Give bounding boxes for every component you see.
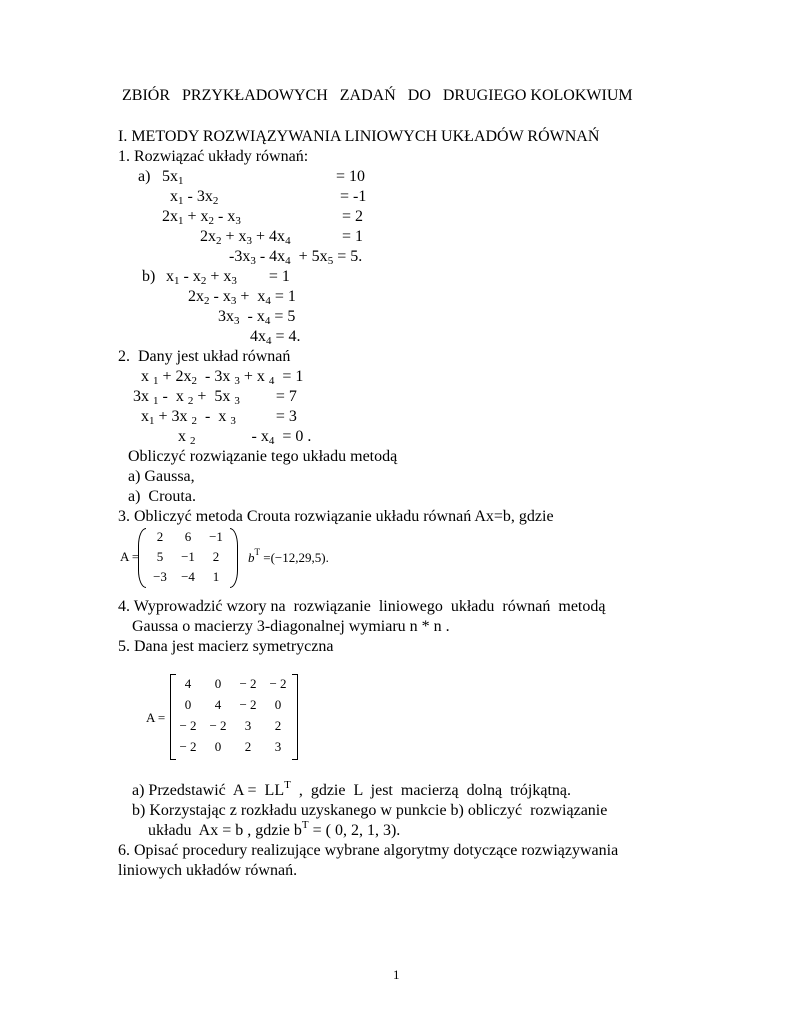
matrix-cell: 0: [214, 739, 222, 754]
matrix-cell: 4: [214, 697, 222, 712]
problem-2-option-a: a) Gaussa,: [128, 468, 195, 485]
equation: $-3x_3 - 4x_4 + 5x_5 = 5$.: [229, 248, 363, 267]
matrix-cell: 0: [274, 697, 282, 712]
part-b-text: układu Ax = b , gdzie b: [148, 822, 302, 839]
equation: 3x $_1$ - x $_2$ + 5x $_3$ = 7: [133, 388, 297, 407]
equation: x $_1 + 2x_2 - 3x$ $_3$ + x $_4$ = 1: [141, 368, 304, 387]
problem-5-part-a: a) Przedstawić $A = LL^T$ , gdzie L jest macierzą dolną trójkątną.: [132, 779, 572, 799]
matrix-cell: − 2: [269, 676, 287, 691]
matrix-cell: −1: [209, 529, 223, 544]
matrix-cell: 6: [184, 529, 192, 544]
equation: $4x_4 = 4$.: [250, 328, 301, 347]
equation: $2x_2 + x_3 + 4x_4$: [200, 228, 291, 247]
matrix-cell: 2: [244, 739, 252, 754]
equation: $x_1 + 3x$ $_2$ - x $_3$ = 3: [141, 408, 297, 427]
matrix-a-label: A =: [146, 710, 166, 725]
matrix-cell: −1: [181, 549, 195, 564]
matrix-cell: 0: [214, 676, 222, 691]
matrix-cell: − 2: [239, 676, 257, 691]
matrix-cell: −4: [181, 569, 195, 584]
part-a-text-end: , gdzie L jest macierzą dolną trójkątną.: [290, 782, 572, 799]
problem-3-heading: 3. Obliczyć metoda Crouta rozwiązanie układu równań Ax=b, gdzie: [118, 508, 554, 525]
matrix-cell: 2: [156, 529, 164, 544]
matrix-left-paren: [138, 528, 146, 588]
document-title: ZBIÓR PRZYKŁADOWYCH ZADAŃ DO DRUGIEGO KOLOKWIUM: [122, 87, 633, 104]
equation: $5x_1$: [162, 168, 184, 187]
matrix-a-4x4: [170, 674, 300, 760]
matrix-right-bracket: [292, 674, 298, 760]
problem-2-text: Obliczyć rozwiązanie tego układu metodą: [128, 448, 398, 465]
page-number: 1: [393, 967, 400, 982]
problem-4-line1: 4. Wyprowadzić wzory na rozwiązanie liniowego układu równań metodą: [118, 598, 606, 615]
problem-4-line2: Gaussa o macierzy 3-diagonalnej wymiaru n * n .: [132, 618, 450, 635]
matrix-cell: 2: [274, 718, 282, 733]
problem-2-heading: 2. Dany jest układ równań: [118, 348, 291, 365]
equation-rhs: = -1: [340, 188, 367, 205]
problem-5-heading: 5. Dana jest macierz symetryczna: [118, 638, 334, 655]
equation: $x_1 - x_2 + x_3$ = 1: [166, 268, 290, 287]
equation: $3x_3 - x_4 = 5$: [218, 308, 296, 327]
problem-5-part-b-line1: b) Korzystając z rozkładu uzyskanego w punkcie b) obliczyć rozwiązanie: [132, 802, 608, 819]
matrix-cell: 2: [212, 549, 220, 564]
equation: $x_1 - 3x_2$: [170, 188, 219, 207]
problem-1b-label: b): [142, 268, 156, 285]
matrix-cell: 5: [156, 549, 164, 564]
problem-1-heading: 1. Rozwiązać układy równań:: [118, 148, 309, 165]
matrix-cell: − 2: [239, 697, 257, 712]
part-a-text: a) Przedstawić A = LL: [132, 782, 285, 799]
matrix-cell: 4: [184, 676, 192, 691]
equation-rhs: = 1: [342, 228, 364, 245]
matrix-right-paren: [230, 528, 238, 588]
problem-5-part-b-line2: układu Ax = b , gdzie $b^T$ = ( 0, 2, 1, 3).: [148, 819, 401, 839]
matrix-cell: − 2: [209, 718, 227, 733]
vector-b: $b^T =(-12,29,5)$.: [248, 547, 329, 565]
problem-1a-label: a): [138, 168, 151, 185]
vector-b-value: =(−12,29,5).: [263, 550, 329, 565]
equation-rhs: = 2: [342, 208, 364, 225]
equation: $2x_1 + x_2 - x_3$: [162, 208, 241, 227]
matrix-cell: 0: [184, 697, 192, 712]
matrix-cell: 3: [244, 718, 252, 733]
problem-6-line1: 6. Opisać procedury realizujące wybrane algorytmy dotyczące rozwiązywania: [118, 842, 619, 859]
matrix-a-3x3: [138, 528, 238, 588]
matrix-cell: − 2: [179, 739, 197, 754]
problem-2-option-b: a) Crouta.: [128, 488, 196, 505]
matrix-a-label: A =: [120, 549, 140, 564]
matrix-cell: − 2: [179, 718, 197, 733]
equation: x $_2$ - $x_4 = 0$ .: [178, 428, 312, 447]
problem-6-line2: liniowych układów równań.: [118, 862, 298, 879]
section-heading: I. METODY ROZWIĄZYWANIA LINIOWYCH UKŁADÓW RÓWNAŃ: [118, 128, 600, 145]
equation-rhs: = 10: [336, 168, 366, 185]
matrix-cell: −3: [153, 569, 167, 584]
equation: $2x_2 - x_3 + x_4 = 1$: [188, 288, 296, 307]
part-b-text-end: = ( 0, 2, 1, 3).: [308, 822, 401, 839]
matrix-cell: 1: [212, 569, 220, 584]
matrix-cell: 3: [274, 739, 282, 754]
